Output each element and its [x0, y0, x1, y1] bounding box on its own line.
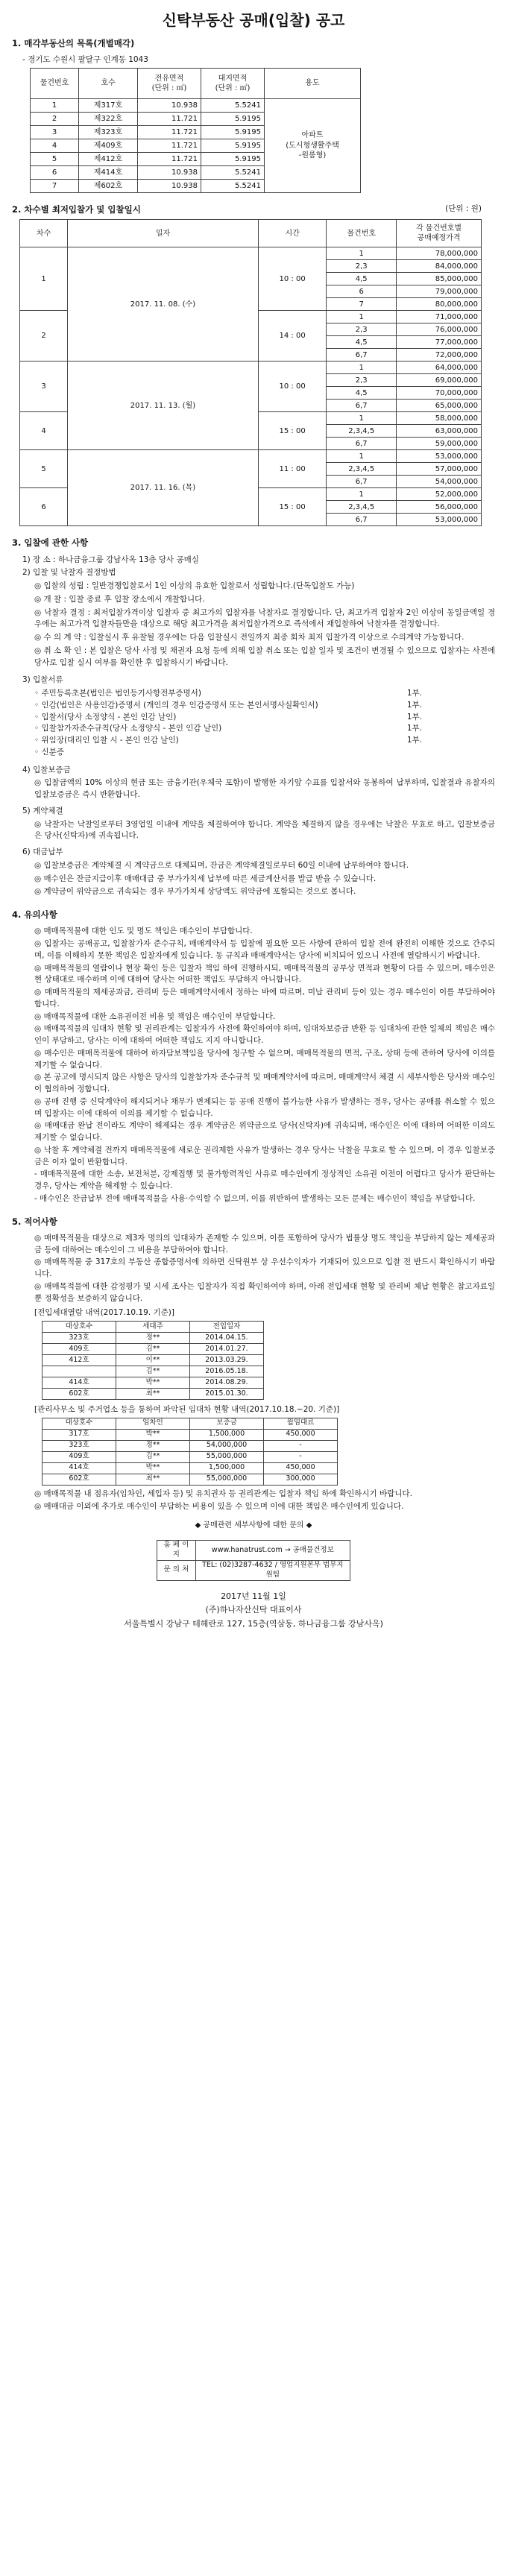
- date-cell: 2017. 11. 13. (월): [68, 362, 259, 450]
- table-cell: 414호: [42, 1377, 116, 1389]
- table-cell: 5: [31, 153, 79, 166]
- table-cell: 54,000,000: [190, 1440, 264, 1451]
- list-item: ◎ 매매목적물의 열람이나 현장 확인 등은 입찰자 책임 하에 진행하시되, 매매목적물의 공부상 면적과 현황이 다를 수 있으며, 매수인은 현 상태대로 매수하며 이에 대하여 당사는 어떠한 책임도 부담하지 아니합니다.: [34, 963, 495, 985]
- item-no-cell: 2,3: [327, 260, 397, 273]
- table-row: [42, 1451, 338, 1462]
- item-no-cell: 2,3,4,5: [327, 463, 397, 476]
- unit-note: (단위 : 원): [445, 204, 482, 213]
- page-title: 신탁부동산 공매(입찰) 공고: [162, 11, 345, 29]
- column-header: 월임대료: [264, 1418, 338, 1429]
- table-cell: 10.938: [138, 99, 201, 113]
- item-no-cell: 2,3: [327, 323, 397, 336]
- list-item: ◎ 낙찰 후 계약체결 전까지 매매목적물에 새로운 권리제한 사유가 발생하는 경우 당사는 낙찰을 무효로 할 수 있으며, 이 경우 입찰보증금은 이자 없이 반환합니다.: [34, 1145, 495, 1167]
- round-cell: 2: [20, 311, 68, 362]
- item-no-cell: 4,5: [327, 387, 397, 400]
- section-heading: 2. 차수별 최저입찰가 및 입찰일시: [12, 204, 141, 215]
- table-row: [42, 1440, 338, 1451]
- schedule-table: [19, 219, 482, 526]
- table-cell: 이**: [116, 1355, 190, 1366]
- table-cell: 5.5241: [201, 180, 265, 193]
- table-cell: 11.721: [138, 126, 201, 139]
- price-cell: 76,000,000: [397, 323, 482, 336]
- table-row: [42, 1355, 264, 1366]
- table-cell: 2014.04.15.: [190, 1333, 264, 1344]
- section-cautions: [12, 909, 495, 1205]
- item-no-cell: 2,3,4,5: [327, 501, 397, 514]
- doc-count: 1부.: [406, 689, 422, 698]
- section-heading: 3. 입찰에 관한 사항: [12, 537, 89, 549]
- company-address: 서울특별시 강남구 테헤란로 127, 15층(역삼동, 하나금융그룹 강남사옥): [124, 1618, 383, 1629]
- bid-method-2: ◎ 개 찰 : 입찰 종료 후 입찰 장소에서 개찰합니다.: [34, 594, 205, 604]
- round-cell: 6: [20, 488, 68, 526]
- table-cell: 5.5241: [201, 99, 265, 113]
- item-no-cell: 1: [327, 412, 397, 425]
- list-item: ◎ 매매목적물에 대한 인도 및 명도 책임은 매수인이 부담합니다.: [34, 926, 253, 936]
- payment-title: 6) 대금납부: [22, 847, 63, 856]
- table-cell: 제323호: [79, 126, 138, 139]
- price-cell: 57,000,000: [397, 463, 482, 476]
- table-cell: 11.721: [138, 153, 201, 166]
- item-no-cell: 1: [327, 450, 397, 463]
- column-header: 대지면적 (단위 : ㎡): [201, 69, 265, 99]
- column-header: 전유면적 (단위 : ㎡): [138, 69, 201, 99]
- table-row: [42, 1462, 338, 1474]
- item-no-cell: 2,3,4,5: [327, 425, 397, 438]
- list-item: ◎ 매매목적물 중 317호의 부동산 종합증명서에 의하면 신탁원부 상 우선수익자가 기재되어 있으므로 입찰 전 반드시 확인하시기 바랍니다.: [34, 1257, 495, 1278]
- notice-date: 2017년 11월 1일: [221, 1591, 286, 1601]
- doc-name: ◦ 인감(법인은 사용인감)증명서 (개인의 경우 인감증명서 또는 본인서명사실확인서): [34, 700, 318, 710]
- table-cell: 5.9195: [201, 113, 265, 126]
- contact-table: [157, 1540, 350, 1580]
- payment-text-2: ◎ 매수인은 잔금지급이후 매매대금 중 부가가치세 납부에 따른 세금계산서를 발급 받을 수 있습니다.: [34, 874, 377, 883]
- contact-cell: 홈 페 이 지: [157, 1541, 196, 1561]
- contact-row: [157, 1560, 350, 1580]
- contract-title: 5) 계약체결: [22, 806, 63, 815]
- doc-count: 1부.: [406, 724, 422, 733]
- table-cell: 5.9195: [201, 126, 265, 139]
- table-cell: [42, 1366, 116, 1377]
- table-cell: 10.938: [138, 180, 201, 193]
- item-no-cell: 1: [327, 247, 397, 260]
- table-cell: 2015.01.30.: [190, 1389, 264, 1400]
- docs-title: 3) 입찰서류: [22, 675, 63, 685]
- price-cell: 71,000,000: [397, 311, 482, 323]
- price-cell: 58,000,000: [397, 412, 482, 425]
- section-bid-schedule: [12, 203, 495, 526]
- price-cell: 72,000,000: [397, 349, 482, 362]
- price-cell: 52,000,000: [397, 488, 482, 501]
- table-cell: 2013.03.29.: [190, 1355, 264, 1366]
- table-cell: 제317호: [79, 99, 138, 113]
- bid-method-4: ◎ 수 의 계 약 : 입찰실시 후 유찰될 경우에는 다음 입찰실시 전일까지 최종 회차 최저 입찰가격 이상으로 수의계약 가능합니다.: [34, 633, 465, 642]
- caution-list: [34, 926, 495, 1205]
- table-row: [31, 99, 361, 113]
- column-header: 차수: [20, 220, 68, 247]
- table-cell: 1,500,000: [190, 1429, 264, 1440]
- table-cell: 11.721: [138, 139, 201, 153]
- doc-count: 1부.: [406, 700, 422, 710]
- section-heading: 1. 매각부동산의 목록(개별매각): [12, 38, 135, 48]
- table-cell: 409호: [42, 1344, 116, 1355]
- property-table: [30, 68, 361, 193]
- section-heading: 4. 유의사항: [12, 909, 57, 920]
- column-header: 보증금: [190, 1418, 264, 1429]
- deposit-text: ◎ 입찰금액의 10% 이상의 현금 또는 금융기관(우체국 포함)이 발행한 자기앞 수표를 입찰서와 동봉하여 납부하며, 입찰결과 유찰자의 입찰보증금은 즉시 반환합니다.: [34, 778, 495, 799]
- table-cell: 박**: [116, 1429, 190, 1440]
- table-cell: 450,000: [264, 1462, 338, 1474]
- doc-count: 1부.: [406, 736, 422, 745]
- price-cell: 78,000,000: [397, 247, 482, 260]
- time-cell: 10 : 00: [258, 362, 327, 412]
- header-row: [42, 1418, 338, 1429]
- header-row: [20, 220, 482, 247]
- round-cell: 3: [20, 362, 68, 412]
- column-header: 용도: [265, 69, 361, 99]
- bid-place: 1) 장 소 : 하나금융그룹 강남사옥 13층 당사 공매실: [22, 555, 199, 564]
- doc-item: [34, 712, 422, 724]
- table-cell: 1,500,000: [190, 1462, 264, 1474]
- contact-cell: 문 의 처: [157, 1560, 196, 1580]
- doc-name: ◦ 입찰참가자준수규칙(당사 소정양식 - 본인 인감 날인): [34, 724, 222, 733]
- time-cell: 10 : 00: [258, 247, 327, 311]
- table-row: [42, 1429, 338, 1440]
- price-cell: 63,000,000: [397, 425, 482, 438]
- item-no-cell: 4,5: [327, 273, 397, 285]
- price-cell: 64,000,000: [397, 362, 482, 374]
- list-item: ◎ 매수인은 매매목적물에 대하여 하자담보책임을 당사에 청구할 수 없으며, 매매목적물의 면적, 구조, 상태 등에 관하여 당사에 이의를 제기할 수 없습니다.: [34, 1048, 495, 1070]
- price-cell: 54,000,000: [397, 476, 482, 488]
- lease-table-caption: [관리사무소 및 주거업소 등을 통하여 파악된 임대차 현황 내역(2017.10.18.~20. 기준)]: [34, 1405, 340, 1414]
- table-cell: 김**: [116, 1451, 190, 1462]
- price-cell: 85,000,000: [397, 273, 482, 285]
- table-row: [20, 362, 482, 374]
- note-tail-list: [34, 1489, 495, 1513]
- list-item: ◎ 매매목적물에 대한 감정평가 및 시세 조사는 입찰자가 직접 확인하여야 하며, 아래 전입세대 현황 및 관리비 체납 현황은 참고자료일 뿐 정확성을 보증하지 않습니다.: [34, 1281, 495, 1303]
- table-cell: 제409호: [79, 139, 138, 153]
- table-cell: 2014.08.29.: [190, 1377, 264, 1389]
- table-row: [20, 247, 482, 260]
- table-cell: 2: [31, 113, 79, 126]
- table-cell: 11.721: [138, 113, 201, 126]
- table-row: [42, 1333, 264, 1344]
- table-cell: 412호: [42, 1355, 116, 1366]
- bid-method-3: ◎ 낙찰자 결정 : 최저입찰가격이상 입찰자 중 최고가의 입찰자를 낙찰자로 결정합니다. 단, 최고가격 입찰자 2인 이상이 동일금액일 경우에는 최고가격 입찰자들만을 대상으로 해당 최고가격을 최저입찰가격으로 즉석에서 재입찰하여 낙찰자를 결정합니다.: [34, 607, 495, 629]
- table-cell: 4: [31, 139, 79, 153]
- table-cell: 정**: [116, 1333, 190, 1344]
- table-cell: 2016.05.18.: [190, 1366, 264, 1377]
- doc-item: [34, 700, 422, 712]
- item-no-cell: 6,7: [327, 349, 397, 362]
- price-cell: 70,000,000: [397, 387, 482, 400]
- table-cell: 1: [31, 99, 79, 113]
- table-cell: 6: [31, 166, 79, 180]
- price-cell: 65,000,000: [397, 400, 482, 412]
- column-header: 임차인: [116, 1418, 190, 1429]
- bid-method-title: 2) 입찰 및 낙찰자 결정방법: [22, 568, 116, 578]
- doc-name: ◦ 주민등록초본(법인은 법인등기사항전부증명서): [34, 689, 201, 698]
- table-cell: 제414호: [79, 166, 138, 180]
- list-item: - 매수인은 잔금납부 전에 매매목적물을 사용·수익할 수 없으며, 이를 위반하여 발생하는 모든 문제는 매수인이 책임을 부담합니다.: [34, 1193, 476, 1203]
- table-cell: 602호: [42, 1474, 116, 1485]
- table-row: [20, 450, 482, 463]
- use-cell: 아파트 (도시형생활주택 -원룸형): [265, 99, 361, 193]
- table-cell: 10.938: [138, 166, 201, 180]
- price-cell: 80,000,000: [397, 298, 482, 311]
- contact-cell: TEL: (02)3287-4632 / 영업지원본부 법무지원팀: [195, 1560, 350, 1580]
- time-cell: 15 : 00: [258, 488, 327, 526]
- table-cell: 3: [31, 126, 79, 139]
- bid-method-5: ◎ 취 소 확 인 : 본 입찰은 당사 사정 및 채권자 요청 등에 의해 입찰 취소 또는 입찰 일자 및 조건이 변경될 수 있으므로 입찰자는 사전에 당사로 입찰 실시 여부를 확인한 후 입찰하시기 바랍니다.: [34, 645, 495, 667]
- list-item: - 매매목적물에 대한 소송, 보전처분, 강제집행 및 불가항력적인 사유로 매수인에게 정상적인 소유권 이전이 어렵다고 당사가 판단하는 경우, 당사는 계약을 해제할 수 있습니다.: [34, 1169, 495, 1190]
- price-cell: 53,000,000: [397, 450, 482, 463]
- list-item: ◎ 매매목적물에 대한 소유권이전 비용 및 책임은 매수인이 부담합니다.: [34, 1011, 276, 1021]
- doc-name: ◦ 신분증: [34, 747, 64, 757]
- deposit-title: 4) 입찰보증금: [22, 765, 71, 774]
- table-cell: 414호: [42, 1462, 116, 1474]
- item-no-cell: 4,5: [327, 336, 397, 349]
- table-cell: 55,000,000: [190, 1474, 264, 1485]
- table-cell: 7: [31, 180, 79, 193]
- round-cell: 4: [20, 412, 68, 450]
- table-cell: 323호: [42, 1333, 116, 1344]
- table-cell: 제602호: [79, 180, 138, 193]
- column-header: 전입일자: [190, 1322, 264, 1333]
- doc-name: ◦ 위임장(대리인 입찰 시 - 본인 인감 날인): [34, 736, 179, 745]
- list-item: ◎ 매매목적물 내 점유자(임차인, 세입자 등) 및 유치권자 등 권리관계는 입찰자 책임 하에 확인하시기 바랍니다.: [34, 1489, 412, 1498]
- doc-count: 1부.: [406, 712, 422, 722]
- section-special-notes: [12, 1216, 495, 1513]
- table-cell: 제412호: [79, 153, 138, 166]
- round-cell: 1: [20, 247, 68, 311]
- table-cell: 최**: [116, 1474, 190, 1485]
- price-cell: 79,000,000: [397, 285, 482, 298]
- price-cell: 56,000,000: [397, 501, 482, 514]
- item-no-cell: 1: [327, 488, 397, 501]
- list-item: ◎ 입찰자는 공매공고, 입찰참가자 준수규칙, 매매계약서 등 입찰에 필요한 모든 사항에 관하여 입찰 전에 완전히 이해한 것으로 간주되며, 이를 이해하지 못한 책임은 입찰자에게 있습니다. 동 규칙과 매매계약서는 당사에 비치되어 있으니 사전에 열람하시기 바랍니다.: [34, 939, 495, 960]
- table-cell: 박**: [116, 1377, 190, 1389]
- table-cell: 5.9195: [201, 153, 265, 166]
- table-cell: 정**: [116, 1440, 190, 1451]
- table-cell: 제322호: [79, 113, 138, 126]
- item-no-cell: 6: [327, 285, 397, 298]
- doc-item: [34, 723, 422, 735]
- table-cell: 김**: [116, 1366, 190, 1377]
- doc-item: [34, 735, 422, 747]
- column-header: 호수: [79, 69, 138, 99]
- contract-text: ◎ 낙찰자는 낙찰일로부터 3영업일 이내에 계약을 체결하여야 합니다. 계약을 체결하지 않을 경우에는 낙찰은 무효로 하고, 입찰보증금은 당사(신탁자)에 귀속됩니다.: [34, 819, 495, 841]
- payment-text-1: ◎ 입찰보증금은 계약체결 시 계약금으로 대체되며, 잔금은 계약체결일로부터 60일 이내에 납부하여야 합니다.: [34, 860, 409, 870]
- item-no-cell: 1: [327, 362, 397, 374]
- resident-table: [42, 1321, 264, 1400]
- payment-text-3: ◎ 계약금이 위약금으로 귀속되는 경우 부가가치세 상당액도 위약금에 포함되는 것으로 봅니다.: [34, 887, 356, 897]
- list-item: ◎ 매매대금 완납 전이라도 계약이 해제되는 경우 계약금은 위약금으로 당사(신탁자)에 귀속되며, 매수인은 이에 대하여 어떠한 이의도 제기할 수 없습니다.: [34, 1121, 495, 1142]
- footer: [12, 1520, 495, 1631]
- resident-table-caption: [전입세대열람 내역(2017.10.19. 기준)]: [34, 1308, 174, 1318]
- header-row: [31, 69, 361, 99]
- column-header: 물건번호: [31, 69, 79, 99]
- table-row: [42, 1377, 264, 1389]
- doc-item: [34, 747, 422, 759]
- table-cell: 602호: [42, 1389, 116, 1400]
- table-cell: -: [264, 1451, 338, 1462]
- price-cell: 53,000,000: [397, 514, 482, 526]
- table-row: [42, 1474, 338, 1485]
- property-location: - 경기도 수원시 팔달구 인계동 1043: [22, 55, 148, 65]
- table-row: [42, 1389, 264, 1400]
- item-no-cell: 6,7: [327, 438, 397, 450]
- column-header: 각 물건번호별 공매예정가격: [397, 220, 482, 247]
- header-row: [42, 1322, 264, 1333]
- item-no-cell: 1: [327, 311, 397, 323]
- table-cell: 409호: [42, 1451, 116, 1462]
- section-bid-terms: [12, 537, 495, 898]
- item-no-cell: 6,7: [327, 400, 397, 412]
- list-item: ◎ 본 공고에 명시되지 않은 사항은 당사의 입찰참가자 준수규칙 및 매매계약서에 따르며, 매매계약서 체결 시 세부사항은 당사와 매수인이 협의하여 정합니다.: [34, 1073, 495, 1093]
- table-cell: 55,000,000: [190, 1451, 264, 1462]
- list-item: ◎ 매매목적물의 임대차 현황 및 권리관계는 입찰자가 사전에 확인하여야 하며, 임대차보증금 반환 등 임대차에 관한 일체의 책임은 매수인이 부담하고, 당사는 이에 대하여 어떠한 책임도 지지 아니합니다.: [34, 1024, 495, 1045]
- bid-method-1: ◎ 입찰의 성립 : 일반경쟁입찰로서 1인 이상의 유효한 입찰로서 성립합니다.(단독입찰도 가능): [34, 581, 355, 590]
- table-cell: 김**: [116, 1344, 190, 1355]
- item-no-cell: 2,3: [327, 374, 397, 387]
- contact-banner: ◆ 공매관련 세부사항에 대한 문의 ◆: [195, 1521, 312, 1530]
- round-cell: 5: [20, 450, 68, 488]
- price-cell: 84,000,000: [397, 260, 482, 273]
- column-header: 대상호수: [42, 1418, 116, 1429]
- doc-name: ◦ 입찰서(당사 소정양식 - 본인 인감 날인): [34, 712, 177, 722]
- list-item: ◎ 매매목적물의 제세공과금, 관리비 등은 매매계약서에서 정하는 바에 따르며, 미납 관리비 등이 있는 경우 매수인이 이를 부담하여야 합니다.: [34, 988, 495, 1008]
- price-cell: 69,000,000: [397, 374, 482, 387]
- signature-block: [12, 1590, 495, 1632]
- date-cell: 2017. 11. 16. (목): [68, 450, 259, 526]
- table-cell: 박**: [116, 1462, 190, 1474]
- time-cell: 15 : 00: [258, 412, 327, 450]
- column-header: 일자: [68, 220, 259, 247]
- table-row: [42, 1366, 264, 1377]
- list-item: ◎ 공매 진행 중 신탁계약이 해지되거나 채무가 변제되는 등 공매 진행이 불가능한 사유가 발생하는 경우, 당사는 공매를 취소할 수 있으며 입찰자는 이에 대하여 이의를 제기할 수 없습니다.: [34, 1096, 495, 1118]
- contact-row: [157, 1541, 350, 1561]
- section-property-list: [12, 37, 495, 193]
- item-no-cell: 7: [327, 298, 397, 311]
- item-no-cell: 6,7: [327, 476, 397, 488]
- doc-item: [34, 688, 422, 700]
- table-row: [42, 1344, 264, 1355]
- table-cell: 323호: [42, 1440, 116, 1451]
- column-header: 세대주: [116, 1322, 190, 1333]
- price-cell: 59,000,000: [397, 438, 482, 450]
- list-item: ◎ 매매대금 이외에 추가로 매수인이 부담하는 비용이 있을 수 있으며 이에 대한 책임은 매수인에게 있습니다.: [34, 1501, 404, 1511]
- table-cell: 317호: [42, 1429, 116, 1440]
- date-cell: 2017. 11. 08. (수): [68, 247, 259, 362]
- table-cell: 2014.01.27.: [190, 1344, 264, 1355]
- note-list: [34, 1233, 495, 1305]
- time-cell: 11 : 00: [258, 450, 327, 488]
- list-item: ◎ 매매목적물을 대상으로 제3자 명의의 임대차가 존재할 수 있으며, 이를 포함하여 당사가 법률상 명도 책임을 부담하지 않는 제세공과금 등에 대하여는 매수인이 그 비용을 부담하여야 합니다.: [34, 1233, 495, 1254]
- company-name: (주)하나자산신탁 대표이사: [205, 1605, 302, 1615]
- table-cell: 5.5241: [201, 166, 265, 180]
- item-no-cell: 6,7: [327, 514, 397, 526]
- lease-table: [42, 1418, 338, 1486]
- docs-list: [34, 688, 495, 759]
- table-cell: -: [264, 1440, 338, 1451]
- table-cell: 최**: [116, 1389, 190, 1400]
- price-cell: 77,000,000: [397, 336, 482, 349]
- column-header: 시간: [258, 220, 327, 247]
- table-cell: 5.9195: [201, 139, 265, 153]
- section-heading: 5. 적어사항: [12, 1216, 57, 1227]
- table-cell: 300,000: [264, 1474, 338, 1485]
- time-cell: 14 : 00: [258, 311, 327, 362]
- table-cell: 450,000: [264, 1429, 338, 1440]
- contact-cell: www.hanatrust.com → 공매물건정보: [195, 1541, 350, 1561]
- column-header: 대상호수: [42, 1322, 116, 1333]
- column-header: 물건번호: [327, 220, 397, 247]
